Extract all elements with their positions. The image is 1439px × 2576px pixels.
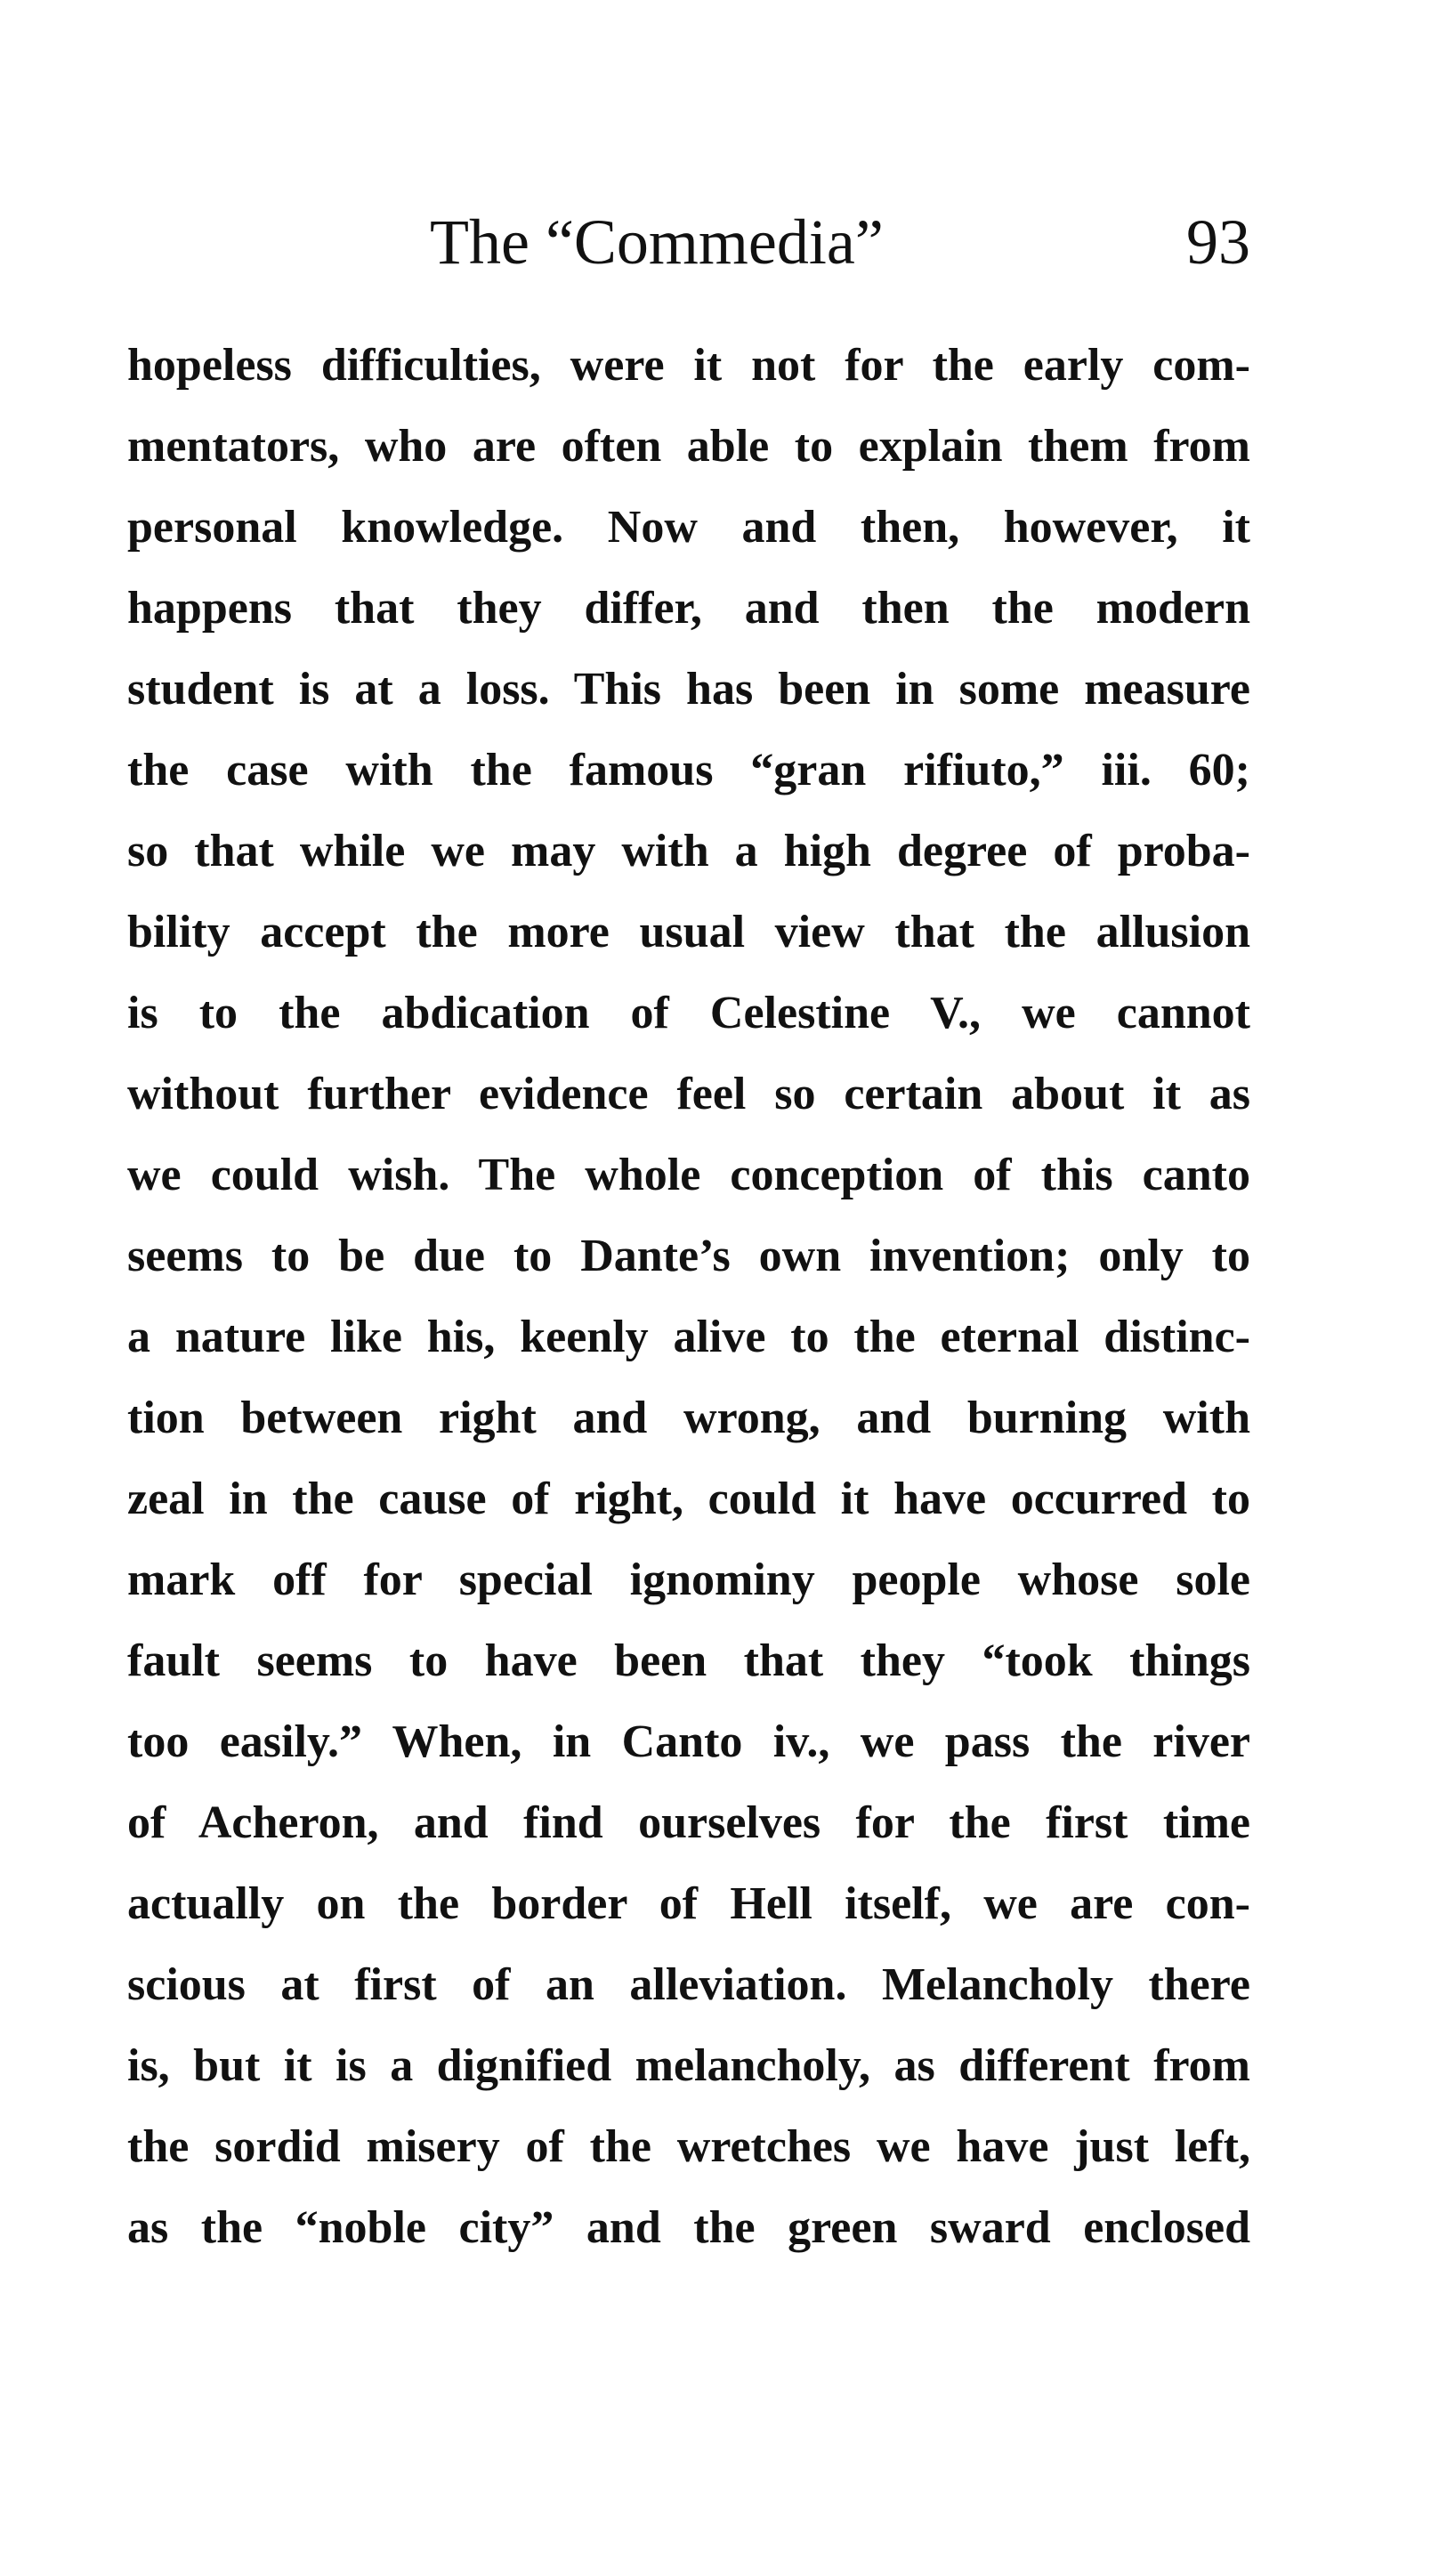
text-line: a nature like his, keenly alive to the eternal distinc- — [127, 1312, 1250, 1362]
text-line: zeal in the cause of right, could it have occurred to — [127, 1474, 1250, 1524]
text-line: the sordid misery of the wretches we have just left, — [127, 2121, 1250, 2172]
text-line: happens that they differ, and then the modern — [127, 583, 1250, 634]
text-line: fault seems to have been that they “took things — [127, 1635, 1250, 1686]
text-line: is, but it is a dignified melancholy, as different from — [127, 2040, 1250, 2091]
text-line: is to the abdication of Celestine V., we cannot — [127, 988, 1250, 1038]
text-line: scious at first of an alleviation. Melancholy there — [127, 1959, 1250, 2010]
text-line: actually on the border of Hell itself, we are con- — [127, 1878, 1250, 1929]
running-title: The “Commedia” — [430, 206, 884, 278]
body-text — [127, 325, 1250, 2268]
text-line: mentators, who are often able to explain them from — [127, 421, 1250, 472]
text-line: student is at a loss. This has been in some measure — [127, 664, 1250, 715]
text-line: the case with the famous “gran rifiuto,” iii. 60; — [127, 745, 1250, 795]
text-line: without further evidence feel so certain about it as — [127, 1069, 1250, 1119]
text-line: personal knowledge. Now and then, however, it — [127, 502, 1250, 553]
text-line: we could wish. The whole conception of this canto — [127, 1150, 1250, 1200]
text-line: as the “noble city” and the green sward enclosed — [127, 2202, 1250, 2253]
text-line: mark off for special ignominy people whose sole — [127, 1554, 1250, 1605]
text-line: tion between right and wrong, and burning with — [127, 1393, 1250, 1443]
text-line: seems to be due to Dante’s own invention; only to — [127, 1231, 1250, 1281]
text-line: so that while we may with a high degree of proba- — [127, 826, 1250, 876]
text-line: hopeless difficulties, were it not for the early com- — [127, 340, 1250, 391]
text-line: of Acheron, and find ourselves for the first time — [127, 1797, 1250, 1848]
text-line: too easily.” When, in Canto iv., we pass the river — [127, 1716, 1250, 1767]
text-line: bility accept the more usual view that the allusion — [127, 907, 1250, 957]
running-head — [127, 198, 1250, 287]
page-number: 93 — [1186, 206, 1250, 278]
